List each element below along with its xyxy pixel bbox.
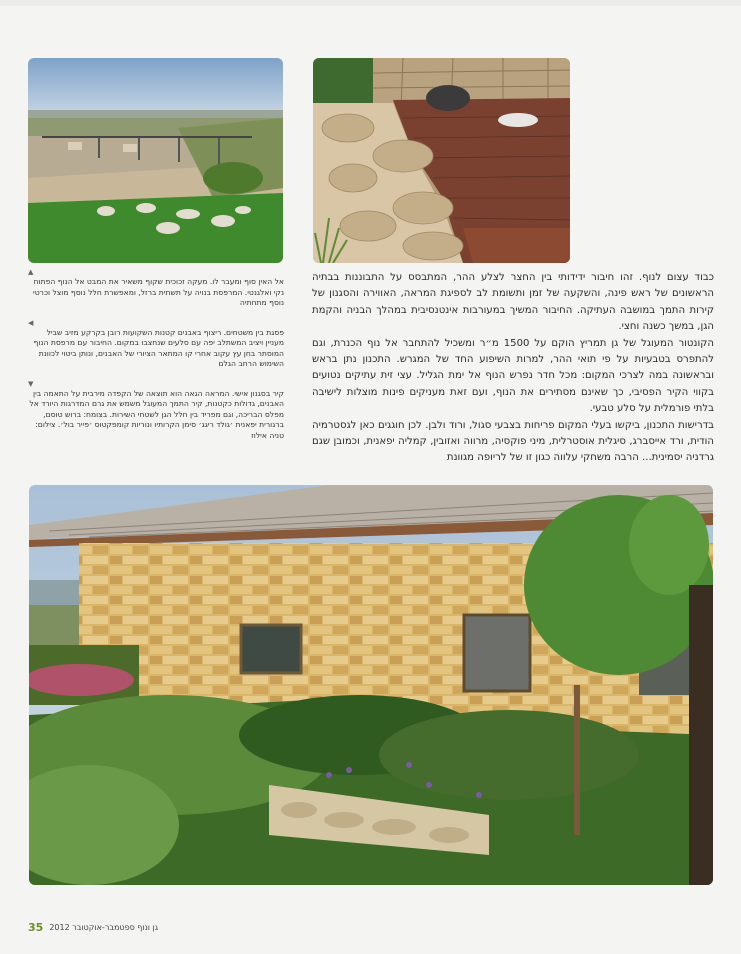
terrace-view-photo (28, 58, 283, 263)
caption-arrow-icon: ◀ (28, 318, 34, 327)
article-body (312, 270, 714, 467)
photo-captions (28, 268, 284, 451)
wooden-deck-photo (313, 58, 570, 263)
article-paragraph: הקונטור המעוגל של גן תמריץ הוקם על 1500 מ״ר ומשכיל להתחבר אל נוף הכנרת, וגם להתפרס בטבעיות על פי תואי ההר, למרות השיפוע החד של המגרש. התכנון נתן בראש ובראשונה במה לצרכי המקום: מכל חדר נפרש הנוף אל ימת הגליל. עצי זית עתיקים נטועים בקווי הקיר הפסיבי, כך שאינם מסתירים את הנוף, ועם זאת מעניקים פינות מוצלות לישיבה בלתי פורמלית על סלע טבעי. (312, 337, 714, 415)
page-footer (28, 920, 158, 934)
stone-house-photo (29, 485, 713, 885)
article-paragraph: בדרישות התכנון, ביקשו בעלי המקום פריחות בצבעי סגול, ורוד ולבן. לכן חוגגים כאן לגסטרמיה הודית, ורד אייסברג, סיגלית אוסטרלית, מיני פוקסיה, מרווה ואזובין, קמליה יפאנית, וכמובן שגם גרדניה יסמינית... הרבה משחקי עלווה כגון זו של לריופה מגוונת (312, 419, 714, 464)
caption-wall (28, 380, 284, 442)
caption-text: קיר בסגנון אישי. המראה הגאה הוא תוצאה של הקפדה מירבית על התאמה בין האבנים, גדולות כקטנות, קיר התמך המעוגל משמש את גרם המדרגות היורד אל מפלס הבריכה, וגם מפריד בין חלל הגן לשטחי השירות. בצומח: ברוש טוסם, ברגורית יפאנית ׳גולד ריגג׳ סימן הקרותיו ונוריות קומפקטוס ׳פייר בול׳. צילום: טניה אילוז (29, 388, 284, 440)
caption-text: פסגת בין משטחים. ריצוף באבנים קטנות השקועות רובן בקרקע מזיב שביל מעניין ויציב המשתלב יפה עם סלעים שנחצבו במקום. החיבור עם מרפסת הנוף המוסתר בחן עץ עקוב אחרי קו המתאר הציורי של האבנים, ונותן ביטוי לכוונת השימוש הרחב הגלם (33, 327, 284, 368)
issue-info: גן ונוף ספטמבר-אוקטובר 2012 (49, 922, 159, 932)
article-paragraph: כבוד עצום לנוף. זהו חיבור ידידותי בין החצר לצלע ההר, המתבסס על התבוננות בבתיה הראשונים של ראש פינה, והשקעה של זמן ותשומת לב לספיגת המראה, האווירה והסגנון של קירות התמך במושבה העתיקה. החיבור המשיך במעורבות אינטנסיבית במהלך הבניה והקמת הגן, במשך כשנה וחצי. (312, 272, 714, 333)
caption-path (28, 319, 284, 370)
caption-text: אל האין סוף ומעבר לו. מעקה זכוכית שקוף משאיר את המבט אל הנוף הפתוח נקי ואלגנטי. המרפסת בנויה על תשתית ברזל, ומאפשרת חלל נוסף מוצל וכרטי נוסף מתחתיה (33, 277, 284, 307)
caption-arrow-icon: ▼ (28, 379, 34, 388)
caption-arrow-icon: ▲ (28, 268, 34, 276)
page-top-band (0, 0, 741, 6)
page-number: 35 (28, 920, 44, 934)
caption-terrace (28, 268, 284, 309)
